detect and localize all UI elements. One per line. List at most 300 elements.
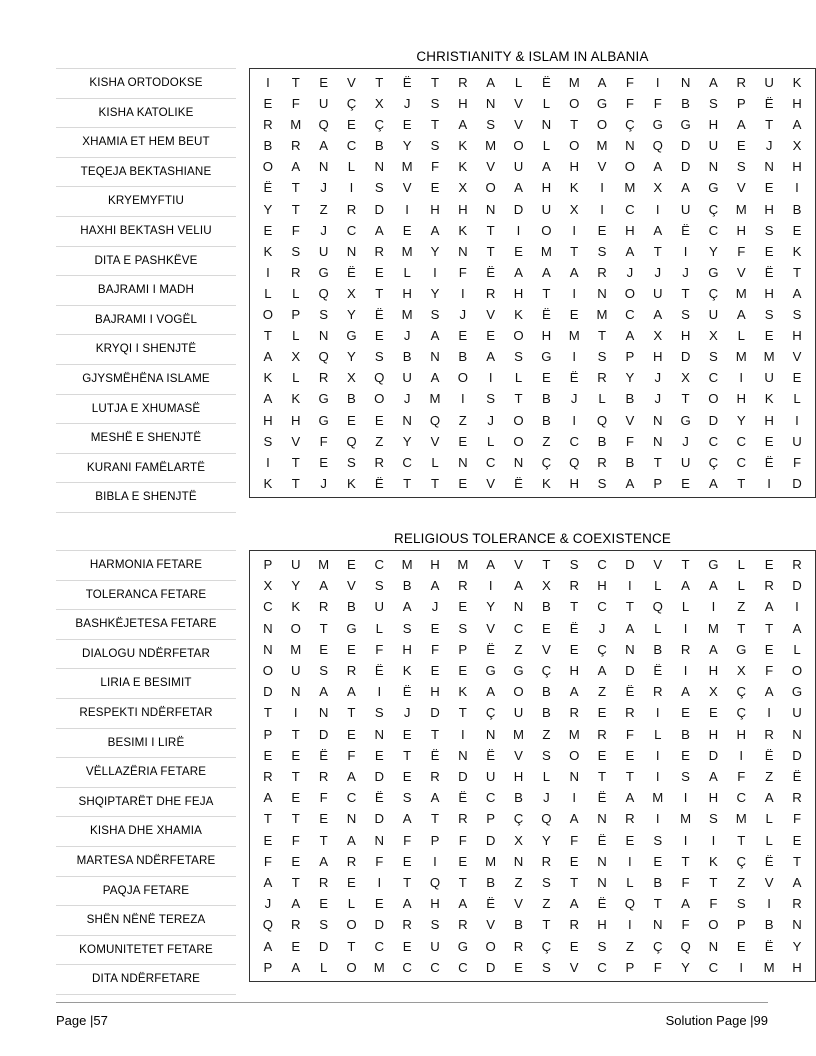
grid-cell[interactable]: A: [736, 307, 746, 323]
grid-cell[interactable]: S: [709, 349, 718, 365]
grid-cell[interactable]: R: [458, 578, 468, 594]
grid-cell[interactable]: E: [347, 557, 356, 572]
grid-cell[interactable]: I: [795, 599, 799, 615]
grid-cell[interactable]: R: [792, 790, 802, 806]
grid-cell[interactable]: X: [792, 138, 802, 154]
grid-cell[interactable]: A: [764, 684, 774, 700]
grid-cell[interactable]: S: [597, 938, 607, 954]
grid-cell[interactable]: T: [347, 938, 356, 954]
grid-cell[interactable]: L: [347, 159, 356, 175]
grid-cell[interactable]: S: [319, 917, 328, 933]
word-list-item[interactable]: MARTESA NDËRFETARE: [56, 847, 236, 877]
grid-cell[interactable]: T: [291, 180, 300, 196]
grid-cell[interactable]: V: [653, 557, 663, 572]
grid-cell[interactable]: S: [374, 180, 384, 196]
grid-cell[interactable]: M: [596, 138, 608, 154]
grid-cell[interactable]: B: [541, 684, 551, 700]
grid-cell[interactable]: F: [570, 832, 579, 848]
grid-cell[interactable]: T: [430, 117, 440, 133]
grid-cell[interactable]: Ç: [513, 811, 524, 827]
grid-cell[interactable]: Ë: [681, 222, 690, 238]
grid-cell[interactable]: N: [625, 641, 635, 657]
word-list-item[interactable]: KISHA DHE XHAMIA: [56, 817, 236, 847]
grid-cell[interactable]: J: [320, 180, 327, 196]
grid-cell[interactable]: B: [541, 705, 551, 721]
grid-cell[interactable]: E: [681, 747, 690, 763]
grid-cell[interactable]: F: [430, 641, 440, 657]
grid-cell[interactable]: A: [597, 663, 607, 679]
word-list-item[interactable]: SHQIPTARËT DHE FEJA: [56, 788, 236, 818]
grid-cell[interactable]: R: [263, 769, 273, 785]
grid-cell[interactable]: A: [541, 264, 551, 280]
grid-cell[interactable]: X: [736, 663, 746, 679]
grid-cell[interactable]: Ë: [764, 747, 774, 763]
grid-cell[interactable]: M: [401, 307, 413, 323]
grid-cell[interactable]: T: [291, 811, 300, 827]
grid-cell[interactable]: S: [263, 433, 273, 449]
grid-cell[interactable]: D: [680, 349, 691, 365]
grid-cell[interactable]: V: [736, 264, 746, 280]
grid-cell[interactable]: Ç: [736, 853, 747, 869]
grid-cell[interactable]: H: [569, 475, 579, 491]
grid-cell[interactable]: M: [763, 959, 775, 975]
grid-cell[interactable]: U: [792, 705, 802, 721]
grid-cell[interactable]: T: [570, 243, 579, 259]
grid-cell[interactable]: T: [375, 285, 384, 301]
word-list-item[interactable]: LUTJA E XHUMASË: [56, 395, 236, 425]
grid-cell[interactable]: E: [625, 832, 635, 848]
grid-cell[interactable]: F: [681, 917, 690, 933]
grid-cell[interactable]: K: [263, 475, 273, 491]
grid-cell[interactable]: A: [291, 959, 301, 975]
grid-cell[interactable]: I: [711, 832, 716, 848]
grid-cell[interactable]: P: [263, 959, 273, 975]
grid-cell[interactable]: D: [625, 663, 635, 679]
grid-cell[interactable]: E: [374, 896, 384, 912]
grid-cell[interactable]: B: [514, 790, 523, 806]
grid-cell[interactable]: T: [319, 620, 328, 636]
grid-cell[interactable]: I: [433, 264, 437, 280]
grid-cell[interactable]: A: [792, 620, 802, 636]
grid-cell[interactable]: L: [542, 96, 551, 112]
grid-cell[interactable]: S: [430, 96, 440, 112]
grid-cell[interactable]: C: [625, 201, 635, 217]
grid-cell[interactable]: H: [513, 769, 524, 785]
grid-cell[interactable]: Y: [625, 370, 635, 386]
grid-cell[interactable]: D: [792, 475, 802, 491]
grid-cell[interactable]: B: [681, 726, 690, 742]
grid-cell[interactable]: I: [739, 959, 744, 975]
grid-cell[interactable]: I: [293, 705, 298, 721]
grid-cell[interactable]: V: [514, 896, 523, 912]
grid-cell[interactable]: A: [681, 896, 690, 912]
grid-cell[interactable]: O: [262, 159, 274, 175]
grid-cell[interactable]: E: [486, 328, 496, 344]
grid-cell[interactable]: A: [486, 557, 496, 572]
grid-cell[interactable]: A: [430, 222, 440, 238]
grid-cell[interactable]: S: [458, 620, 468, 636]
grid-cell[interactable]: N: [458, 747, 468, 763]
grid-cell[interactable]: A: [347, 769, 356, 785]
grid-cell[interactable]: E: [709, 705, 718, 721]
grid-cell[interactable]: F: [625, 75, 634, 90]
grid-cell[interactable]: E: [291, 938, 301, 954]
grid-cell[interactable]: G: [513, 663, 524, 679]
grid-cell[interactable]: E: [681, 475, 690, 491]
grid-cell[interactable]: D: [708, 412, 719, 428]
grid-cell[interactable]: H: [402, 285, 412, 301]
grid-cell[interactable]: F: [625, 433, 634, 449]
grid-cell[interactable]: R: [374, 454, 385, 470]
grid-cell[interactable]: L: [319, 959, 328, 975]
grid-cell[interactable]: T: [430, 75, 440, 90]
grid-cell[interactable]: Q: [569, 454, 580, 470]
grid-cell[interactable]: A: [625, 790, 635, 806]
grid-cell[interactable]: I: [739, 747, 744, 763]
grid-cell[interactable]: M: [485, 853, 497, 869]
grid-cell[interactable]: K: [514, 307, 523, 323]
grid-cell[interactable]: B: [653, 641, 663, 657]
grid-cell[interactable]: T: [792, 853, 802, 869]
grid-cell[interactable]: N: [374, 726, 385, 742]
grid-cell[interactable]: D: [792, 747, 802, 763]
grid-cell[interactable]: H: [430, 896, 440, 912]
grid-cell[interactable]: Ë: [569, 370, 579, 386]
grid-cell[interactable]: I: [795, 180, 799, 196]
grid-cell[interactable]: U: [764, 370, 774, 386]
grid-cell[interactable]: I: [655, 75, 660, 90]
grid-cell[interactable]: I: [683, 790, 688, 806]
grid-cell[interactable]: U: [513, 159, 524, 175]
grid-cell[interactable]: E: [764, 557, 774, 572]
grid-cell[interactable]: I: [460, 726, 465, 742]
grid-cell[interactable]: A: [319, 578, 328, 594]
grid-cell[interactable]: N: [597, 875, 607, 891]
grid-cell[interactable]: Ë: [374, 790, 384, 806]
grid-cell[interactable]: L: [793, 391, 801, 407]
grid-cell[interactable]: F: [403, 832, 412, 848]
grid-cell[interactable]: O: [791, 663, 803, 679]
grid-cell[interactable]: V: [514, 747, 523, 763]
grid-cell[interactable]: A: [374, 222, 384, 238]
grid-cell[interactable]: E: [597, 222, 607, 238]
word-list-item[interactable]: KRYEMYFTIU: [56, 187, 236, 217]
grid-cell[interactable]: Ç: [485, 705, 496, 721]
grid-cell[interactable]: N: [485, 96, 496, 112]
grid-cell[interactable]: R: [597, 454, 607, 470]
grid-cell[interactable]: T: [709, 875, 718, 891]
grid-cell[interactable]: N: [708, 938, 719, 954]
grid-cell[interactable]: P: [653, 475, 663, 491]
grid-cell[interactable]: C: [708, 959, 719, 975]
word-list-item[interactable]: BAJRAMI I MADH: [56, 276, 236, 306]
word-list-item[interactable]: BAJRAMI I VOGËL: [56, 306, 236, 336]
grid-cell[interactable]: C: [736, 454, 747, 470]
grid-cell[interactable]: T: [570, 117, 579, 133]
grid-cell[interactable]: E: [458, 433, 468, 449]
grid-cell[interactable]: G: [680, 117, 691, 133]
grid-cell[interactable]: O: [262, 307, 274, 323]
grid-cell[interactable]: C: [430, 959, 440, 975]
grid-cell[interactable]: H: [708, 790, 719, 806]
grid-cell[interactable]: E: [291, 790, 301, 806]
word-list-item[interactable]: LIRIA E BESIMIT: [56, 669, 236, 699]
grid-cell[interactable]: R: [430, 769, 440, 785]
grid-cell[interactable]: C: [736, 790, 747, 806]
grid-cell[interactable]: R: [541, 853, 552, 869]
grid-cell[interactable]: K: [347, 475, 356, 491]
grid-cell[interactable]: O: [569, 96, 580, 112]
grid-cell[interactable]: O: [708, 391, 719, 407]
grid-cell[interactable]: D: [680, 138, 691, 154]
grid-cell[interactable]: F: [792, 811, 802, 827]
grid-cell[interactable]: R: [625, 705, 635, 721]
grid-cell[interactable]: A: [514, 264, 523, 280]
grid-cell[interactable]: M: [513, 726, 525, 742]
grid-cell[interactable]: K: [291, 599, 301, 615]
grid-cell[interactable]: E: [430, 663, 440, 679]
grid-cell[interactable]: N: [263, 620, 273, 636]
grid-cell[interactable]: E: [792, 832, 802, 848]
grid-cell[interactable]: Ë: [402, 75, 412, 90]
grid-cell[interactable]: F: [291, 832, 300, 848]
grid-cell[interactable]: T: [792, 264, 802, 280]
grid-cell[interactable]: L: [542, 769, 551, 785]
grid-cell[interactable]: N: [680, 75, 691, 90]
grid-cell[interactable]: E: [764, 180, 774, 196]
grid-cell[interactable]: C: [346, 138, 357, 154]
grid-cell[interactable]: F: [653, 959, 662, 975]
grid-cell[interactable]: T: [486, 243, 495, 259]
grid-cell[interactable]: R: [263, 117, 273, 133]
grid-cell[interactable]: O: [262, 663, 274, 679]
grid-cell[interactable]: R: [346, 663, 357, 679]
grid-cell[interactable]: Ë: [486, 641, 496, 657]
grid-cell[interactable]: Ç: [597, 641, 607, 657]
grid-cell[interactable]: Ë: [514, 475, 523, 491]
grid-cell[interactable]: S: [486, 117, 496, 133]
grid-cell[interactable]: T: [598, 769, 607, 785]
grid-cell[interactable]: D: [708, 747, 719, 763]
word-list-item[interactable]: DITA NDËRFETARE: [56, 965, 236, 995]
word-list-item[interactable]: KRYQI I SHENJTË: [56, 335, 236, 365]
grid-cell[interactable]: I: [516, 222, 521, 238]
grid-cell[interactable]: K: [792, 243, 802, 259]
grid-cell[interactable]: G: [708, 264, 719, 280]
grid-cell[interactable]: O: [513, 433, 524, 449]
grid-cell[interactable]: C: [263, 599, 273, 615]
grid-cell[interactable]: A: [347, 684, 356, 700]
grid-cell[interactable]: T: [291, 201, 300, 217]
grid-cell[interactable]: B: [514, 917, 523, 933]
grid-cell[interactable]: A: [625, 620, 635, 636]
grid-cell[interactable]: Ç: [736, 684, 747, 700]
grid-cell[interactable]: A: [569, 811, 579, 827]
grid-cell[interactable]: Ë: [263, 180, 273, 196]
grid-cell[interactable]: H: [541, 180, 552, 196]
grid-cell[interactable]: V: [569, 959, 579, 975]
grid-cell[interactable]: M: [596, 307, 608, 323]
grid-cell[interactable]: A: [681, 180, 690, 196]
grid-cell[interactable]: N: [541, 117, 552, 133]
grid-cell[interactable]: Ë: [486, 896, 496, 912]
grid-cell[interactable]: E: [625, 747, 635, 763]
grid-cell[interactable]: T: [737, 832, 746, 848]
grid-cell[interactable]: K: [263, 370, 273, 386]
grid-cell[interactable]: S: [514, 349, 523, 365]
grid-cell[interactable]: R: [736, 75, 747, 90]
grid-cell[interactable]: Y: [402, 433, 412, 449]
grid-cell[interactable]: E: [430, 620, 440, 636]
grid-cell[interactable]: O: [513, 138, 524, 154]
grid-cell[interactable]: D: [318, 938, 329, 954]
grid-cell[interactable]: H: [291, 412, 301, 428]
grid-cell[interactable]: E: [764, 641, 774, 657]
grid-cell[interactable]: S: [681, 769, 690, 785]
grid-cell[interactable]: A: [263, 349, 273, 365]
grid-cell[interactable]: I: [767, 475, 771, 491]
grid-cell[interactable]: U: [402, 370, 412, 386]
grid-cell[interactable]: A: [653, 222, 663, 238]
grid-cell[interactable]: Ë: [486, 264, 496, 280]
grid-cell[interactable]: Ë: [569, 620, 579, 636]
grid-cell[interactable]: S: [764, 307, 774, 323]
grid-cell[interactable]: N: [792, 726, 802, 742]
grid-cell[interactable]: G: [457, 938, 468, 954]
grid-cell[interactable]: R: [569, 705, 579, 721]
grid-cell[interactable]: R: [652, 684, 663, 700]
grid-cell[interactable]: A: [402, 896, 412, 912]
grid-cell[interactable]: T: [458, 705, 467, 721]
grid-cell[interactable]: N: [458, 243, 468, 259]
grid-cell[interactable]: T: [263, 811, 272, 827]
grid-cell[interactable]: E: [681, 705, 690, 721]
grid-cell[interactable]: I: [795, 412, 799, 428]
grid-cell[interactable]: F: [347, 747, 356, 763]
grid-cell[interactable]: A: [486, 349, 496, 365]
grid-cell[interactable]: G: [652, 117, 663, 133]
grid-cell[interactable]: F: [625, 726, 634, 742]
grid-cell[interactable]: M: [457, 557, 469, 572]
grid-cell[interactable]: E: [430, 180, 440, 196]
grid-cell[interactable]: C: [569, 433, 579, 449]
grid-cell[interactable]: V: [541, 641, 551, 657]
grid-cell[interactable]: X: [514, 832, 523, 848]
grid-cell[interactable]: E: [458, 853, 468, 869]
grid-cell[interactable]: L: [765, 832, 773, 848]
grid-cell[interactable]: J: [320, 222, 327, 238]
grid-cell[interactable]: O: [485, 938, 496, 954]
grid-cell[interactable]: H: [569, 159, 579, 175]
grid-cell[interactable]: A: [291, 896, 301, 912]
grid-cell[interactable]: J: [543, 790, 550, 806]
grid-cell[interactable]: Ë: [347, 264, 356, 280]
grid-cell[interactable]: B: [541, 391, 551, 407]
grid-cell[interactable]: J: [765, 138, 773, 154]
grid-cell[interactable]: K: [402, 663, 412, 679]
grid-cell[interactable]: N: [318, 705, 329, 721]
grid-cell[interactable]: Ç: [625, 117, 635, 133]
grid-cell[interactable]: J: [654, 370, 662, 386]
grid-cell[interactable]: P: [263, 726, 273, 742]
grid-cell[interactable]: H: [680, 328, 691, 344]
grid-cell[interactable]: Ë: [764, 454, 774, 470]
grid-cell[interactable]: T: [737, 620, 746, 636]
grid-cell[interactable]: Ë: [458, 790, 468, 806]
word-list-item[interactable]: KISHA ORTODOKSE: [56, 68, 236, 99]
grid-cell[interactable]: U: [792, 433, 802, 449]
grid-cell[interactable]: H: [597, 578, 607, 594]
grid-cell[interactable]: U: [708, 307, 719, 323]
grid-cell[interactable]: A: [430, 328, 440, 344]
grid-cell[interactable]: J: [264, 896, 272, 912]
grid-cell[interactable]: R: [569, 578, 579, 594]
grid-cell[interactable]: U: [291, 557, 301, 572]
grid-cell[interactable]: N: [652, 412, 663, 428]
grid-cell[interactable]: V: [486, 620, 496, 636]
grid-cell[interactable]: E: [374, 412, 384, 428]
grid-cell[interactable]: T: [653, 896, 662, 912]
grid-cell[interactable]: M: [540, 243, 552, 259]
grid-cell[interactable]: G: [596, 96, 608, 112]
grid-cell[interactable]: E: [374, 328, 384, 344]
grid-cell[interactable]: S: [430, 307, 440, 323]
grid-cell[interactable]: L: [737, 557, 745, 572]
grid-cell[interactable]: B: [402, 349, 412, 365]
grid-cell[interactable]: O: [346, 917, 357, 933]
grid-cell[interactable]: C: [485, 454, 496, 470]
grid-cell[interactable]: E: [736, 138, 746, 154]
grid-cell[interactable]: Q: [429, 875, 441, 891]
grid-cell[interactable]: E: [319, 896, 328, 912]
grid-cell[interactable]: D: [485, 832, 496, 848]
grid-cell[interactable]: N: [318, 159, 329, 175]
grid-cell[interactable]: V: [486, 159, 496, 175]
grid-cell[interactable]: D: [430, 705, 440, 721]
grid-cell[interactable]: N: [291, 684, 301, 700]
grid-cell[interactable]: M: [568, 75, 580, 90]
grid-cell[interactable]: G: [791, 684, 803, 700]
word-list-item[interactable]: XHAMIA ET HEM BEUT: [56, 128, 236, 158]
grid-cell[interactable]: F: [375, 641, 384, 657]
grid-cell[interactable]: Ë: [625, 684, 635, 700]
grid-cell[interactable]: J: [403, 705, 411, 721]
grid-cell[interactable]: T: [737, 475, 746, 491]
grid-cell[interactable]: L: [654, 726, 662, 742]
grid-cell[interactable]: E: [792, 222, 802, 238]
grid-cell[interactable]: X: [653, 328, 663, 344]
grid-cell[interactable]: F: [291, 222, 300, 238]
grid-cell[interactable]: A: [569, 264, 579, 280]
grid-cell[interactable]: M: [624, 180, 636, 196]
grid-cell[interactable]: C: [374, 557, 385, 572]
grid-cell[interactable]: E: [263, 96, 273, 112]
word-list-item[interactable]: MESHË E SHENJTË: [56, 424, 236, 454]
grid-cell[interactable]: I: [655, 747, 660, 763]
grid-cell[interactable]: H: [652, 349, 663, 365]
grid-cell[interactable]: A: [486, 75, 496, 90]
grid-cell[interactable]: N: [430, 349, 440, 365]
grid-cell[interactable]: Ë: [764, 938, 774, 954]
grid-cell[interactable]: C: [736, 433, 747, 449]
grid-cell[interactable]: G: [485, 663, 496, 679]
grid-cell[interactable]: R: [318, 769, 329, 785]
grid-cell[interactable]: E: [319, 454, 328, 470]
grid-cell[interactable]: T: [765, 620, 774, 636]
grid-cell[interactable]: L: [292, 285, 300, 301]
grid-cell[interactable]: T: [375, 75, 384, 90]
grid-cell[interactable]: C: [402, 454, 412, 470]
